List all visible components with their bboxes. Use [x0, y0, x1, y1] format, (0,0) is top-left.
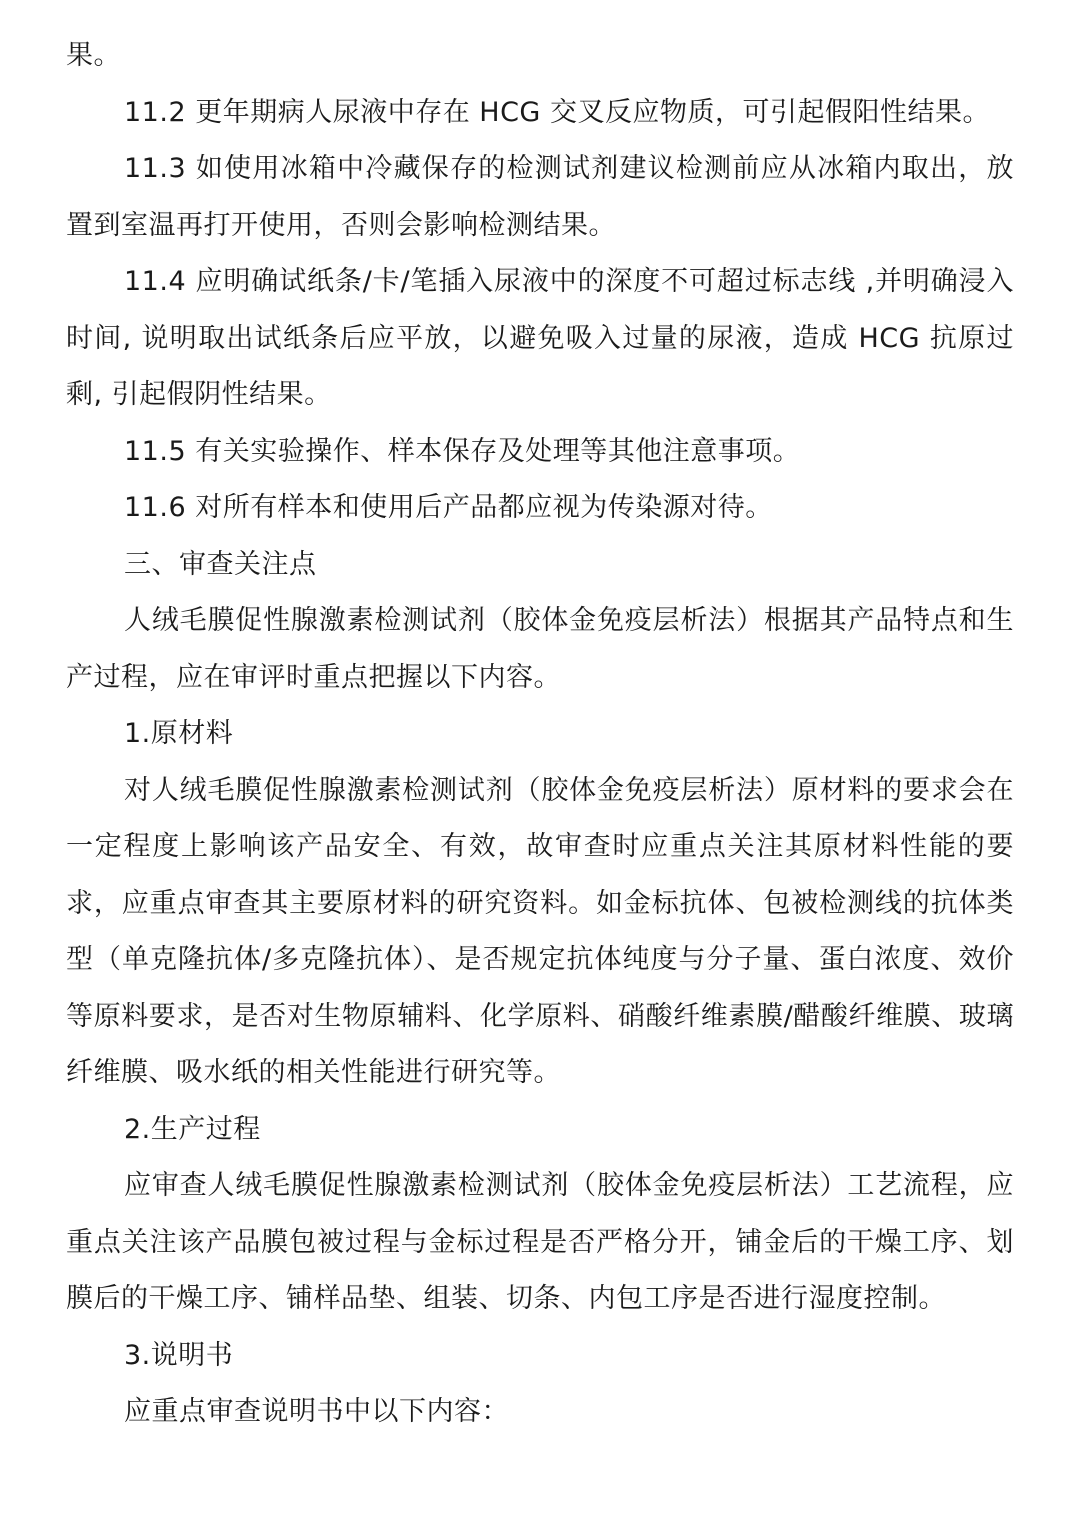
paragraph-review-intro: 人绒毛膜促性腺激素检测试剂（胶体金免疫层析法）根据其产品特点和生产过程，应在审评时重点把握以下内容。: [66, 605, 1014, 693]
section-heading-review-points: 三、审查关注点: [124, 548, 317, 580]
paragraph-11-2: 11.2 更年期病人尿液中存在 HCG 交叉反应物质，可引起假阳性结果。: [124, 96, 990, 128]
subheading-raw-materials: 1.原材料: [124, 718, 234, 749]
paragraph-instructions-intro: 应重点审查说明书中以下内容：: [124, 1396, 509, 1427]
paragraph-11-3: 11.3 如使用冰箱中冷藏保存的检测试剂建议检测前应从冰箱内取出，放置到室温再打开使用，否则会影响检测结果。: [66, 153, 1014, 241]
paragraph-11-4: 11.4 应明确试纸条/卡/笔插入尿液中的深度不可超过标志线 ,并明确浸入时间, 说明取出试纸条后应平放，以避免吸入过量的尿液，造成 HCG 抗原过剩, 引起假阴性结果。: [66, 266, 1014, 410]
paragraph-continuation: 果。: [66, 40, 121, 71]
paragraph-11-6: 11.6 对所有样本和使用后产品都应视为传染源对待。: [124, 492, 773, 523]
paragraph-raw-materials: 对人绒毛膜促性腺激素检测试剂（胶体金免疫层析法）原材料的要求会在一定程度上影响该产品安全、有效，故审查时应重点关注其原材料性能的要求，应重点审查其主要原材料的研究资料。如金标抗体、包被检测线的抗体类型（单克隆抗体/多克隆抗体）、是否规定抗体纯度与分子量、蛋白浓度、效价等原料要求，是否对生物原辅料、化学原料、硝酸纤维素膜/醋酸纤维膜、玻璃纤维膜、吸水纸的相关性能进行研究等。: [66, 774, 1014, 1088]
subheading-instructions: 3.说明书: [124, 1339, 234, 1371]
paragraph-11-5: 11.5 有关实验操作、样本保存及处理等其他注意事项。: [124, 435, 801, 467]
paragraph-production-process: 应审查人绒毛膜促性腺激素检测试剂（胶体金免疫层析法）工艺流程，应重点关注该产品膜包被过程与金标过程是否严格分开，铺金后的干燥工序、划膜后的干燥工序、铺样品垫、组装、切条、内包工序是否进行湿度控制。: [66, 1170, 1014, 1314]
subheading-production-process: 2.生产过程: [124, 1113, 261, 1145]
